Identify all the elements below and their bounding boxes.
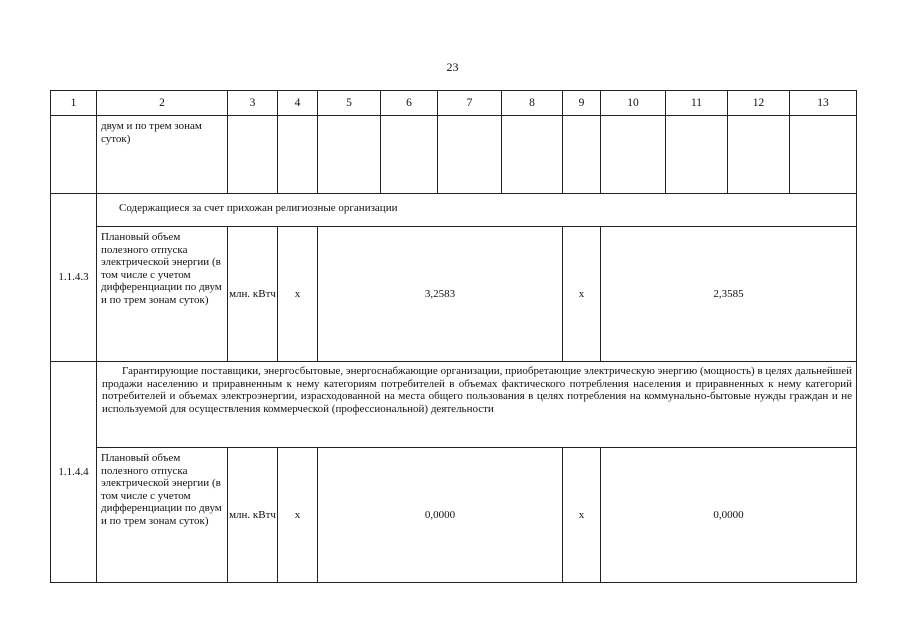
value-cols-5-8: 0,0000: [318, 448, 563, 583]
row-number-cell: [51, 116, 97, 194]
empty-cell: [228, 116, 278, 194]
empty-cell: [502, 116, 563, 194]
header-row: [51, 91, 857, 116]
value-cols-5-8: 3,2583: [318, 227, 563, 362]
empty-cell: [728, 116, 790, 194]
header-col-13: 13: [790, 91, 857, 116]
row-number: 1.1.4.4: [51, 362, 97, 583]
col4-cell: х: [278, 227, 318, 362]
tariff-table: [50, 90, 857, 583]
header-col-11: 11: [666, 91, 728, 116]
row-description: Плановый объем полезного отпуска электрической энергии (в том числе с учетом дифференциации по двум и по трем зонам суток): [97, 448, 228, 583]
header-col-3: 3: [228, 91, 278, 116]
header-col-6: 6: [381, 91, 438, 116]
row-description: Плановый объем полезного отпуска электрической энергии (в том числе с учетом дифференциации по двум и по трем зонам суток): [97, 227, 228, 362]
section-row-suppliers: [51, 362, 857, 448]
header-col-7: 7: [438, 91, 502, 116]
empty-cell: [278, 116, 318, 194]
header-col-5: 5: [318, 91, 381, 116]
header-col-10: 10: [601, 91, 666, 116]
empty-cell: [563, 116, 601, 194]
section-row-religious: [51, 194, 857, 227]
table-row-1-1-4-4: [51, 448, 857, 583]
empty-cell: [790, 116, 857, 194]
header-col-8: 8: [502, 91, 563, 116]
section-title: Гарантирующие поставщики, энергосбытовые, энергоснабжающие организации, приобретающие электрическую энергию (мощность) в целях дальнейшей продажи населению и приравненным к нему категориям потребителей в объемах фактического потребления населения и приравненных к нему категорий потребителей и объемах электроэнергии, израсходованной на места общего пользования в целях потребления на коммунально-бытовые нужды граждан и не используемой для осуществления коммерческой (профессиональной) деятельности: [97, 362, 857, 448]
header-col-12: 12: [728, 91, 790, 116]
header-col-9: 9: [563, 91, 601, 116]
empty-cell: [381, 116, 438, 194]
empty-cell: [318, 116, 381, 194]
row-description: двум и по трем зонам суток): [97, 116, 228, 194]
value-cols-10-13: 2,3585: [601, 227, 857, 362]
table-row-continuation: [51, 116, 857, 194]
row-number: 1.1.4.3: [51, 194, 97, 362]
header-col-4: 4: [278, 91, 318, 116]
empty-cell: [438, 116, 502, 194]
empty-cell: [666, 116, 728, 194]
table-row-1-1-4-3: [51, 227, 857, 362]
page-number: 23: [446, 60, 459, 74]
value-cols-10-13: 0,0000: [601, 448, 857, 583]
empty-cell: [601, 116, 666, 194]
section-title: Содержащиеся за счет прихожан религиозные организации: [97, 194, 857, 227]
col9-cell: х: [563, 448, 601, 583]
header-col-1: 1: [51, 91, 97, 116]
header-col-2: 2: [97, 91, 228, 116]
col4-cell: х: [278, 448, 318, 583]
col9-cell: х: [563, 227, 601, 362]
unit-cell: млн. кВтч: [228, 448, 278, 583]
unit-cell: млн. кВтч: [228, 227, 278, 362]
